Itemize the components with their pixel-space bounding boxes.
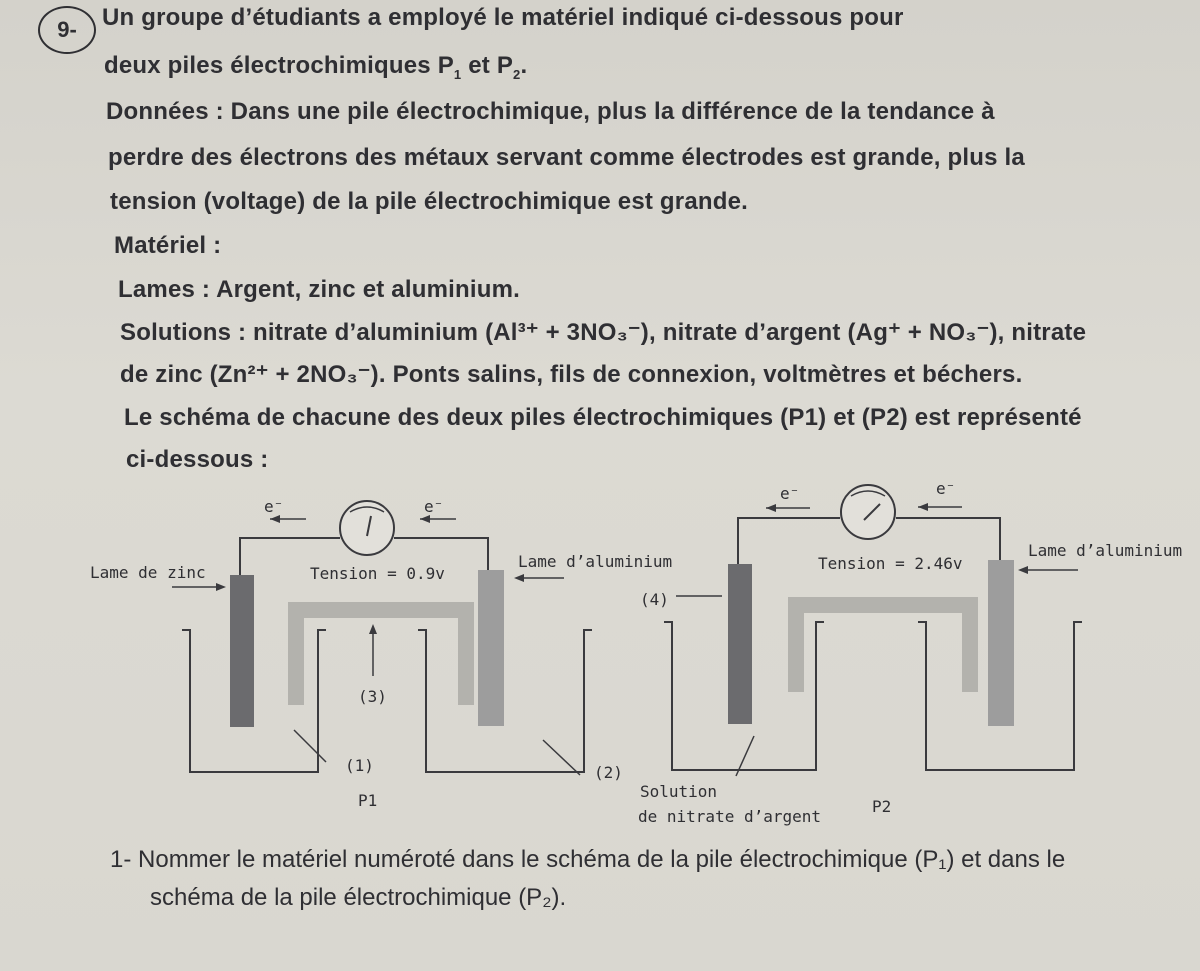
intro-line-2-prefix: deux piles électrochimiques P (104, 52, 454, 79)
p1-voltmeter-icon (340, 501, 394, 555)
p2-aluminium-arrowhead (1018, 566, 1028, 574)
p1-beaker-right (418, 630, 592, 772)
p2-number-4: (4) (640, 590, 669, 609)
p1-pointer-1 (294, 730, 326, 762)
cell-p2 (638, 479, 1182, 826)
p1-zinc-arrowhead (216, 583, 226, 591)
p2-solution-line-2: de nitrate d’argent (638, 807, 822, 826)
p1-number-2: (2) (594, 763, 623, 782)
p2-voltmeter-icon (841, 485, 895, 539)
p1-electron-arrowhead-right (420, 515, 430, 523)
sub-1: 1 (453, 66, 462, 82)
p1-number-3: (3) (358, 687, 387, 706)
materiel-title: Matériel : (114, 232, 222, 259)
p2-salt-bridge (796, 605, 970, 692)
donnees-line-3: tension (voltage) de la pile électrochimique est grande. (110, 188, 749, 215)
p1-name: P1 (358, 791, 378, 810)
donnees-line-1: Données : Dans une pile électrochimique, plus la différence de la tendance à (106, 98, 995, 125)
question-line-2: schéma de la pile électrochimique (P₂). (150, 884, 567, 911)
intro-line-2-end: . (520, 52, 528, 79)
p1-aluminium-arrowhead (514, 574, 524, 582)
question-line-1: 1- Nommer le matériel numéroté dans le schéma de la pile électrochimique (P₁) et dans le (110, 846, 1066, 873)
p1-electron-label-left: e⁻ (264, 497, 284, 516)
solutions-line-1: Solutions : nitrate d’aluminium (Al³⁺ + 3NO₃⁻), nitrate d’argent (Ag⁺ + NO₃⁻), nitrate (120, 319, 1087, 346)
p1-number-1: (1) (345, 756, 374, 775)
lames-line: Lames : Argent, zinc et aluminium. (118, 276, 520, 303)
p2-aluminium-electrode (988, 560, 1014, 726)
p2-solution-line-1: Solution (640, 782, 718, 801)
p1-electron-arrowhead-left (270, 515, 280, 523)
p1-pointer-2 (543, 740, 580, 775)
electrochemical-cells-diagram (0, 470, 1200, 850)
p2-left-electrode (728, 564, 752, 724)
p1-tension: Tension = 0.9v (310, 564, 445, 583)
p2-electron-label-right: e⁻ (936, 479, 956, 498)
p2-tension: Tension = 2.46v (818, 554, 963, 573)
p1-pointer-3-head (369, 624, 377, 634)
intro-line-1: Un groupe d’étudiants a employé le matériel indiqué ci-dessous pour (102, 4, 904, 31)
p2-name: P2 (872, 797, 892, 816)
p2-aluminium-label: Lame d’aluminium (1028, 541, 1183, 560)
donnees-line-2: perdre des électrons des métaux servant comme électrodes est grande, plus la (108, 144, 1025, 171)
sub-2: 2 (513, 66, 521, 82)
exercise-number: 9- (38, 6, 96, 54)
p1-zinc-label: Lame de zinc (90, 563, 206, 582)
p2-electron-label-left: e⁻ (780, 484, 800, 503)
schema-line-1: Le schéma de chacune des deux piles électrochimiques (P1) et (P2) est représenté (124, 404, 1082, 431)
p1-electron-label-right: e⁻ (424, 497, 444, 516)
p1-aluminium-label: Lame d’aluminium (518, 552, 673, 571)
schema-line-2: ci-dessous : (126, 446, 269, 473)
p1-zinc-electrode (230, 575, 254, 727)
p2-electron-arrowhead-right (918, 503, 928, 511)
solutions-line-2: de zinc (Zn²⁺ + 2NO₃⁻). Ponts salins, fils de connexion, voltmètres et béchers. (120, 361, 1023, 388)
intro-line-2-mid: et P (461, 52, 514, 79)
p1-aluminium-electrode (478, 570, 504, 726)
p2-electron-arrowhead-left (766, 504, 776, 512)
intro-line-2 (104, 52, 527, 82)
cell-p1 (90, 497, 672, 810)
